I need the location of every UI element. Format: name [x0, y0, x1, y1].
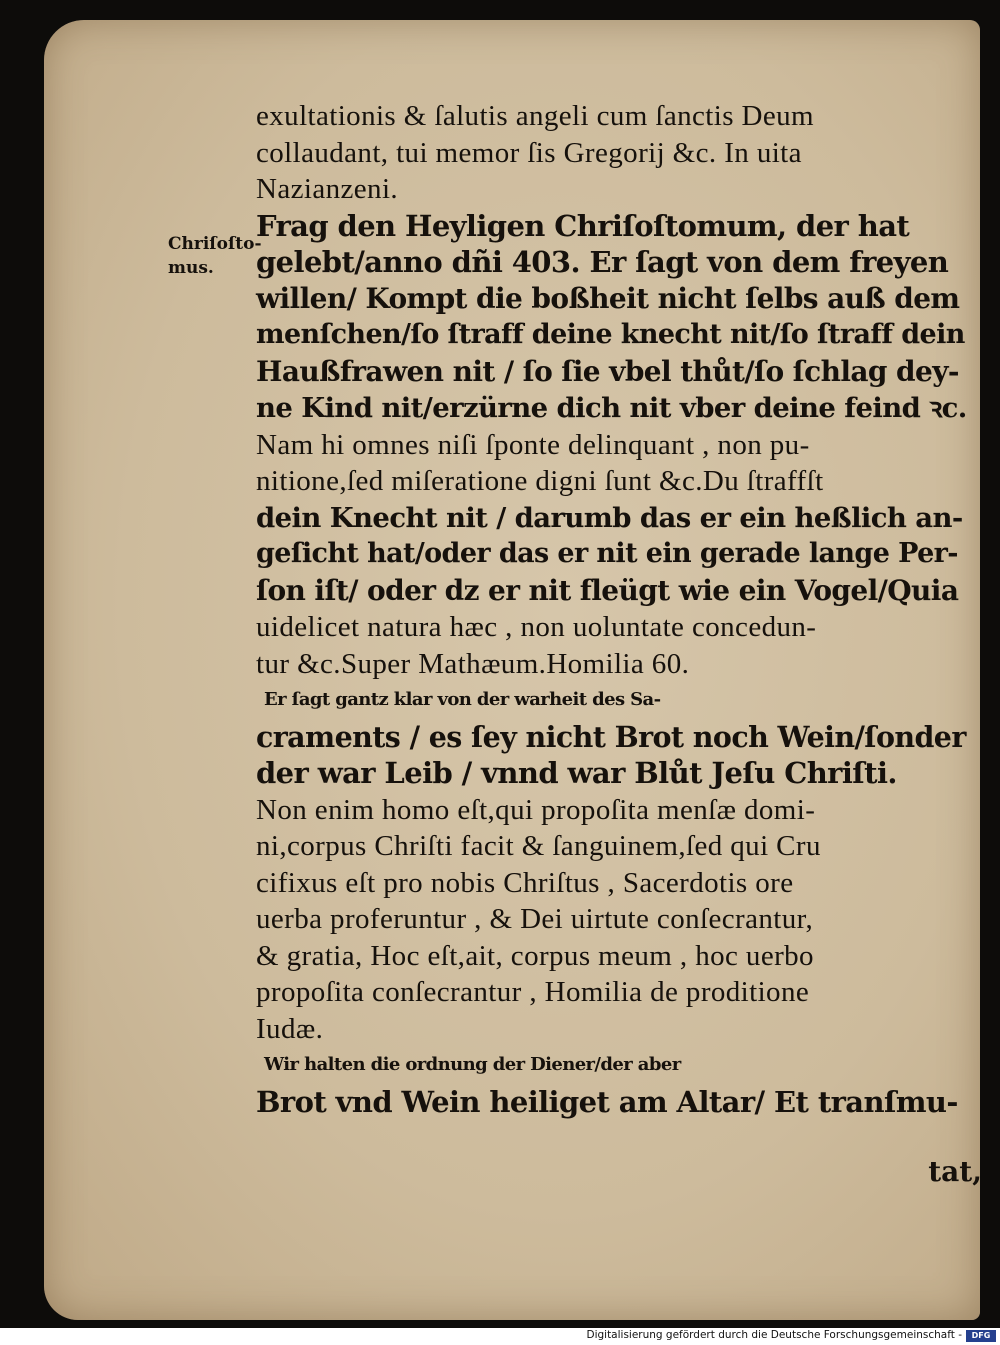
text-line: Nam hi omnes niſi ſponte delinquant , non pu-: [256, 428, 810, 461]
text-line: gelebt/anno dñi 403. Er ſagt von dem freyen: [256, 245, 949, 279]
text-line: geſicht hat/oder das er nit ein gerade lange Per-: [256, 538, 958, 569]
footer-credit: Digitalisierung gefördert durch die Deutsche Forschungsgemeinschaft -: [586, 1329, 962, 1341]
text-line: Frag den Heyligen Chriſoſtomum, der hat: [256, 208, 910, 243]
text-line: dein Knecht nit / darumb das er ein heßlich an-: [256, 501, 963, 534]
text-line: ſon iſt/ oder dz er nit fleügt wie ein Vogel/Quia: [256, 573, 959, 607]
text-line: ne Kind nit/erzürne dich nit vber deine feind ꝛc.: [256, 392, 967, 424]
main-text: [256, 98, 968, 1120]
text-line: nitione,ſed miſeratione digni ſunt &c.Du ſtraffſt: [256, 465, 824, 497]
text-line: Brot vnd Wein heiliget am Altar/ Et tranſmu-: [256, 1084, 958, 1119]
margin-note-line: mus.: [168, 258, 214, 278]
text-line: Iudæ.: [256, 1012, 324, 1045]
text-line: exultationis & ſalutis angeli cum ſanctis Deum: [256, 100, 815, 132]
footer: [0, 1328, 1000, 1345]
text-line: propoſita conſecrantur , Homilia de proditione: [256, 976, 810, 1008]
text-line: willen/ Kompt die boßheit nicht ſelbs auß dem: [256, 281, 960, 315]
text-line: der war Leib / vnnd war Blůt Jeſu Chriſti.: [256, 756, 897, 790]
text-line: Nazianzeni.: [256, 173, 399, 205]
text-line: ni,corpus Chriſti facit & ſanguinem,ſed qui Cru: [256, 830, 821, 862]
dfg-logo-icon: DFG: [966, 1330, 996, 1342]
text-line: & gratia, Hoc eſt,ait, corpus meum , hoc uerbo: [256, 939, 814, 972]
catchword: tat,: [928, 1155, 982, 1188]
text-line: uerba proferuntur , & Dei uirtute conſecrantur,: [256, 903, 814, 935]
text-line: Non enim homo eſt,qui propoſita menſæ domi-: [256, 793, 816, 826]
text-line: Haußfrawen nit / ſo ſie vbel thůt/ſo ſchlag dey-: [256, 354, 959, 388]
margin-note: [168, 232, 260, 280]
text-line: uidelicet natura hæc , non uoluntate concedun-: [256, 611, 817, 643]
text-line: Wir halten die ordnung der Diener/der aber: [264, 1054, 681, 1075]
text-line: tur &c.Super Mathæum.Homilia 60.: [256, 647, 690, 680]
text-line: Er ſagt gantz klar von der warheit des Sa-: [264, 689, 661, 710]
text-line: cifixus eſt pro nobis Chriſtus , Sacerdotis ore: [256, 866, 794, 899]
text-line: menſchen/ſo ſtraff deine knecht nit/ſo ſtraff dein: [256, 319, 965, 350]
text-line: craments / es ſey nicht Brot noch Wein/ſonder: [256, 719, 966, 754]
margin-note-line: Chriſoſto-: [168, 234, 262, 254]
text-line: collaudant, tui memor ſis Gregorij &c. In uita: [256, 136, 802, 169]
